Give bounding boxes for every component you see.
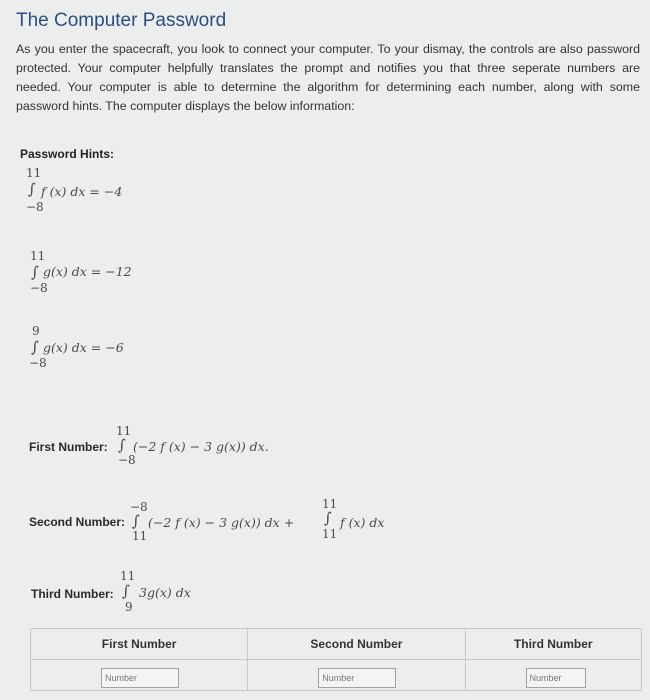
third-number-input[interactable] bbox=[526, 668, 586, 688]
hint-integral-3 bbox=[29, 324, 292, 376]
integral-sign: ∫ bbox=[31, 263, 39, 281]
first-number-integral bbox=[116, 424, 376, 476]
integrand: g(x) dx = −6 bbox=[43, 340, 124, 355]
third-number-cell bbox=[465, 660, 641, 691]
third-number-label: Third Number: bbox=[31, 587, 114, 601]
integrand: g(x) dx = −12 bbox=[43, 264, 132, 279]
integral-sign: ∫ bbox=[118, 436, 126, 454]
integrand: (−2 f (x) − 3 g(x)) dx. bbox=[133, 439, 269, 454]
upper-limit: −8 bbox=[130, 500, 148, 514]
first-number-cell bbox=[31, 660, 248, 691]
second-number-cell bbox=[248, 660, 465, 691]
lower-limit: 11 bbox=[322, 527, 338, 541]
third-number-header: Third Number bbox=[465, 629, 641, 660]
integral-sign: ∫ bbox=[31, 338, 39, 356]
answer-header-row bbox=[31, 629, 642, 660]
lower-limit: 9 bbox=[125, 600, 133, 614]
hint-integral-1 bbox=[26, 166, 286, 218]
upper-limit: 11 bbox=[30, 249, 46, 263]
answer-table bbox=[30, 628, 642, 691]
first-number-label: First Number: bbox=[29, 440, 108, 454]
lower-limit: −8 bbox=[30, 281, 48, 295]
second-number-header: Second Number bbox=[248, 629, 465, 660]
page-title: The Computer Password bbox=[16, 10, 227, 31]
upper-limit: 9 bbox=[32, 324, 40, 338]
second-number-input[interactable] bbox=[318, 668, 396, 688]
upper-limit: 11 bbox=[322, 497, 338, 511]
integral-sign: ∫ bbox=[122, 582, 130, 600]
answer-input-row bbox=[31, 660, 642, 691]
upper-limit: 11 bbox=[116, 424, 132, 438]
integrand: f (x) dx = −4 bbox=[41, 184, 123, 199]
lower-limit: 11 bbox=[132, 529, 148, 543]
first-number-header: First Number bbox=[31, 629, 248, 660]
integrand: 3g(x) dx bbox=[139, 585, 191, 600]
integral-sign: ∫ bbox=[132, 512, 140, 530]
hint-integral-2 bbox=[30, 249, 290, 301]
integral-sign: ∫ bbox=[324, 509, 332, 527]
integrand: f (x) dx bbox=[340, 515, 385, 530]
upper-limit: 11 bbox=[120, 569, 136, 583]
lower-limit: −8 bbox=[29, 356, 47, 370]
lower-limit: −8 bbox=[118, 453, 136, 467]
intro-paragraph: As you enter the spacecraft, you look to connect your computer. To your dismay, the controls are also password protected. Your computer helpfully translates the prompt and notifies you that three seperate numbers are needed. Your computer is able to determine the algorithm for determining each number, along with some password hints. The computer displays the below information: bbox=[16, 42, 640, 113]
second-number-label: Second Number: bbox=[29, 515, 126, 529]
second-number-integral-1 bbox=[130, 500, 330, 552]
third-number-integral bbox=[120, 569, 380, 621]
lower-limit: −8 bbox=[26, 200, 44, 214]
integral-sign: ∫ bbox=[28, 180, 36, 198]
second-number-integral-2 bbox=[322, 497, 422, 549]
integrand: (−2 f (x) − 3 g(x)) dx + bbox=[148, 515, 295, 530]
upper-limit: 11 bbox=[26, 166, 42, 180]
first-number-input[interactable] bbox=[101, 668, 179, 688]
hints-label: Password Hints: bbox=[20, 147, 115, 161]
